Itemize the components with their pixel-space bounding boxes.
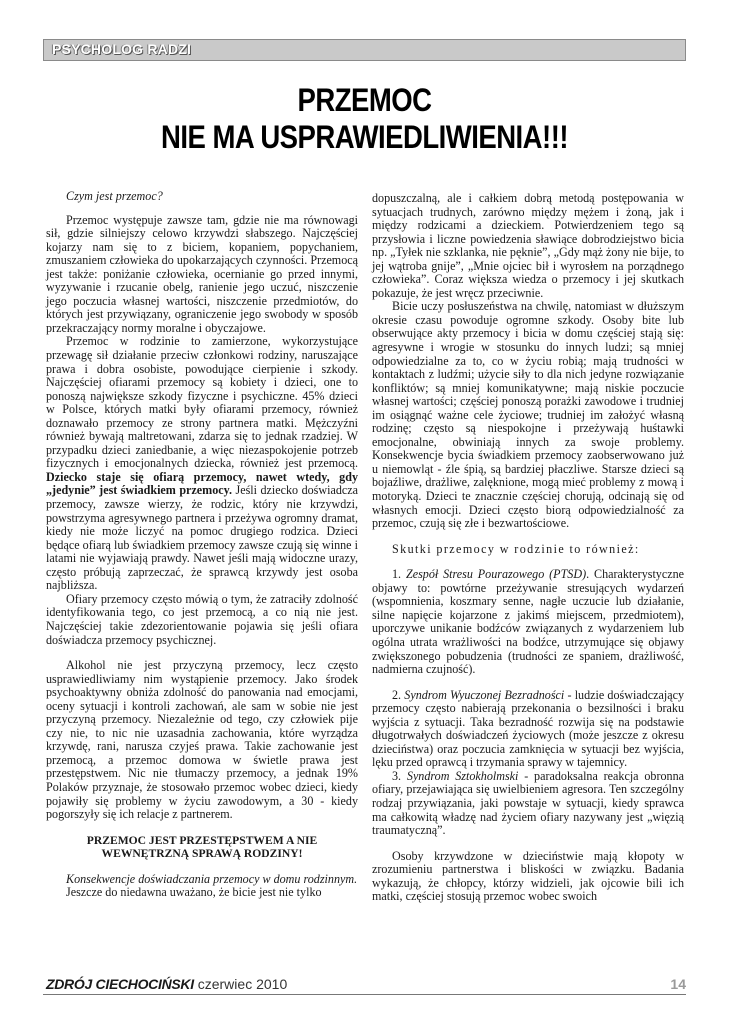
question-subhead: Czym jest przemoc? xyxy=(66,189,163,203)
paragraph-text: Bicie uczy posłuszeństwa na chwilę, natomiast w dłuższym okresie czasu powoduje ogromne szkody. Osoby bite lub obserwujące akty przemocy i bicia w domu częściej stają się: agresywne i wrogie w stosunku do innych ludzi; są mniej odpowiedzialne za to, co w życiu robią; mają trudności w kontaktach z ludźmi; użycie siły to dla nich jedyne rozwiązanie konfliktów; są mniej komunikatywne; mają niskie poczucie własnej wartości; częściej ponoszą porażki zawodowe i trudniej im osiągnąć ważne cele życiowe; trudniej im założyć własną rodzinę; często są niespokojne i przeżywają huśtawki emocjonalne, obwiniają innych za swoje problemy. Konsekwencje bycia świadkiem przemocy zaobserwowano już u niemowląt - źle śpią, są bardziej płaczliwe. Starsze dzieci są bojaźliwe, drażliwe, zalęknione, mogą mieć problemy z mową i motoryką. Dzieci te znacznie częściej chorują, odcinają się od własnych emocji. xyxy=(372,299,684,517)
list-number: 2. xyxy=(392,687,402,702)
list-item-text: - ludzie doświadczający przemocy często nabierają przekonania o bezsilności i braku wyjścia z sytuacji. Taka bezradność rozwija się na podstawie długotrwałych doświadczeń życiowych (może jeszcze z okresu dzieciństwa) oraz poczucia zamknięcia w sytuacji bez wyjścia, lęku przed oprawcą i trzymania sprawy w tajemnicy. xyxy=(372,687,684,770)
bold-emphasis: Dziecko staje się ofiarą przemocy, nawet wtedy, gdy „jedynie” jest świadkiem przemocy. xyxy=(46,469,358,498)
list-item xyxy=(372,770,684,838)
article-title-line-2: NIE MA USPRAWIEDLIWIENIA!!! xyxy=(160,119,568,155)
paragraph-text: Jeśli dziecko doświadcza przemocy, zawsze wierzy, że rodzic, który nie krzywdzi, powstrzyma agresywnego partnera i przeżywa ogromny dramat, kiedy nie może liczyć na pomoc drugiego rodzica. Dzieci będące ofiarą lub świadkiem przemocy zawsze czują się winne i latami nie wyjawiają prawdy. Nawet jeśli mają widoczne urazy, często próbują zaprzeczać, że sprawcą krzywdy jest osoba najbliższa. xyxy=(46,483,358,593)
section-header-bar xyxy=(43,39,686,61)
paragraph: dopuszczalną, ale i całkiem dobrą metodą postępowania w sytuacjach trudnych, zarówno między mężem i żoną, jak i między rodzicami a dzieckiem. Potwierdzeniem tego są przysłowia i liczne powiedzenia sławiące dobrodziejstwo bicia np. „Tyłek nie szklanka, nie pęknie”, „Gdy mąż żony nie bije, to jej wątroba gnije”, „Mnie ojciec bił i wyrosłem na porządnego człowieka”. Coraz większa wiedza o przemocy i jej skutkach pokazuje, że jest wręcz przeciwnie. xyxy=(372,191,684,300)
footer xyxy=(46,976,287,992)
paragraph-text: Dzieci często biorą odpowiedzialność za przemoc, czują się złe i bezwartościowe. xyxy=(372,502,684,531)
list-item-text: . Charakterystyczne objawy to: powtórne przeżywanie stresujących wydarzeń (wspomnienia, koszmary senne, nagłe uczucie lub działanie, silne napięcie kojarzone z jakimś miejscem, przedmiotem), uporczywe unikanie bodźców związanych z wydarzeniem lub ogólna utrata wrażliwości na bodźce, utrzymujące się objawy zwiększonego pobudzenia (trudności ze spaniem, drażliwość, nadmierna czujność). xyxy=(372,567,684,677)
list-number: 3. xyxy=(392,768,402,783)
section-heading: PRZEMOC JEST PRZESTĘPSTWEM A NIE WEWNĘTRZNĄ SPRAWĄ RODZINY! xyxy=(86,833,318,861)
left-column xyxy=(46,190,358,900)
list-item-title: Zespół Stresu Pourazowego (PTSD) xyxy=(405,567,587,582)
article-title-line-1: PRZEMOC xyxy=(297,82,432,118)
paragraph: Alkohol nie jest przyczyną przemocy, lecz często usprawiedliwiamy nim wystąpienie przemocy. Jako środek psychoaktywny obniża zdolność do panowania nad emocjami, oceny sytuacji i kontroli zachowań, ale sam w sobie nie jest przyczyną przemocy. Niezależnie od tego, czy człowiek pije czy nie, to nic nie uzasadnia zachowania, które wyrządza krzywdę, rani, narusza czyjeś prawa. Takie zachowanie jest przemocą, a przemoc domowa w świetle prawa jest przestępstwem. Nic nie tłumaczy przemocy, a jednak 19% Polaków przyznaje, że stosowało przemoc wobec dzieci, kiedy pojawiły się problemy w życiu zawodowym, a 30 - kiedy pogorszyły się ich relacje z partnerem. xyxy=(46,658,358,822)
paragraph: Osoby krzywdzone w dzieciństwie mają kłopoty w zrozumieniu partnerstwa i bliskości w związku. Badania wykazują, że chłopcy, którzy widzieli, jak ojcowie bili ich matki, częściej stosują przemoc wobec swoich xyxy=(372,848,684,904)
paragraph xyxy=(46,335,358,592)
paragraph: Ofiary przemocy często mówią o tym, że zatraciły zdolność identyfikowania tego, co jest przemocą, a co nią nie jest. Najczęściej takie zdezorientowanie pojawia się jeśli ofiara doświadcza przemocy psychicznej. xyxy=(46,591,358,647)
magazine-name: ZDRÓJ CIECHOCIŃSKI xyxy=(46,976,194,992)
section-label: PSYCHOLOG RADZI xyxy=(52,41,192,57)
list-item-text: - paradoksalna reakcja obronna ofiary, przejawiająca się uwielbieniem agresora. Ten szczególny rodzaj przywiązania, jaki powstaje w sytuacji, kiedy sprawca ma całkowitą władzę nad życiem ofiary nazywany jest „więzią traumatyczną”. xyxy=(372,768,684,838)
paragraph: Przemoc występuje zawsze tam, gdzie nie ma równowagi sił, gdzie silniejszy celowo krzywdzi słabszego. Najczęściej kojarzy nam się to z biciem, kopaniem, popychaniem, zmuszaniem człowieka do upokarzających czynności. Przemocą jest także: poniżanie człowieka, ocernianie go przed innymi, wyzywanie i rzucanie obelg, ranienie jego uczuć, niszczenie jego poczucia własnej wartości, niszczenie przedmiotów, do których jest przywiązany, ograniczenie jego swobody w sposób przekraczający normy moralne i obyczajowe. xyxy=(46,212,358,335)
page-number: 14 xyxy=(670,976,686,992)
paragraph-text: Przemoc w rodzinie to zamierzone, wykorzystujące przewagę sił działanie przeciw członkowi rodziny, naruszające prawa i dobra osobiste, powodujące cierpienie i szkody. Najczęściej ofiarami przemocy są kobiety i dzieci, one to ponoszą największe szkody fizyczne i psychiczne. 45% dzieci w Polsce, których matki były ofiarami przemocy, również doznawało przemocy ze strony partnera matki. Mężczyźni również bywają maltretowani, zdarza się to jednak rzadziej. W przypadku dzieci zaniedbanie, a więc niezaspokojenie potrzeb fizycznych i emocjonalnych dziecka, również jest przemocą. xyxy=(46,334,358,471)
issue-date: czerwiec 2010 xyxy=(197,976,288,992)
right-column xyxy=(372,192,684,904)
italic-subhead: Konsekwencje doświadczania przemocy w domu rodzinnym. xyxy=(66,871,358,886)
paragraph: Jeszcze do niedawna uważano, że bicie jest nie tylko xyxy=(66,885,322,900)
list-number: 1. xyxy=(392,567,402,582)
list-item-title: Syndrom Wyuczonej Bezradności xyxy=(404,687,565,702)
list-item xyxy=(372,689,684,770)
list-item-title: Syndrom Sztokholmski xyxy=(406,768,519,783)
list-item xyxy=(372,568,684,676)
effects-intro: Skutki przemocy w rodzinie to również: xyxy=(392,541,640,556)
footer-rule xyxy=(43,994,686,995)
paragraph xyxy=(372,300,684,530)
